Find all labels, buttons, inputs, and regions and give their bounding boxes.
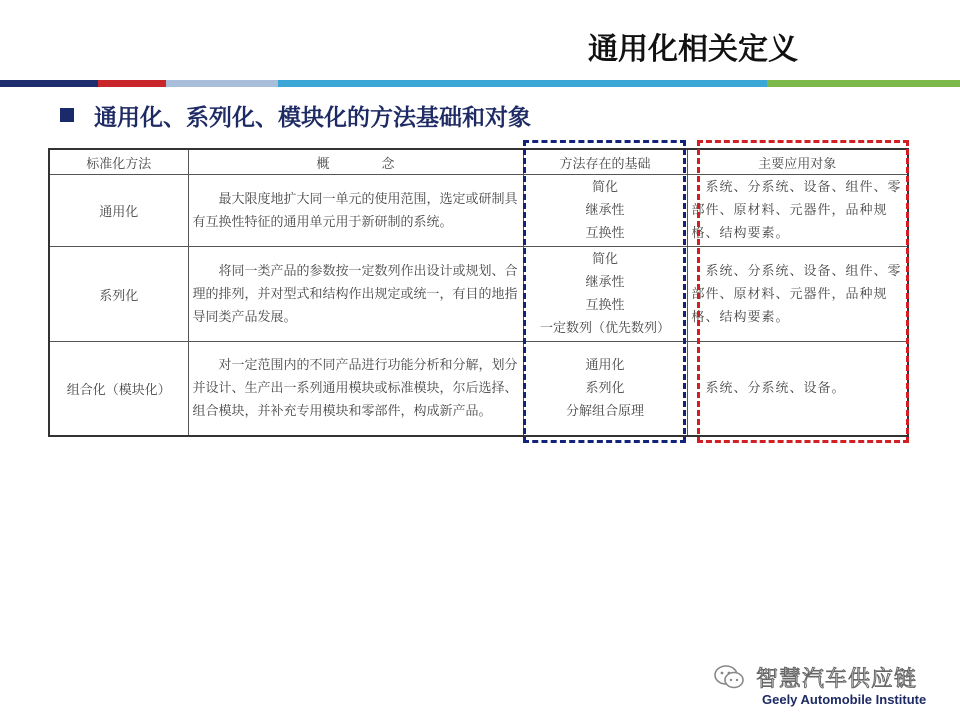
section-heading xyxy=(60,100,531,130)
cell-target: 系统、分系统、设备。 xyxy=(687,342,908,436)
basis-item: 继承性 xyxy=(585,275,625,290)
basis-item: 通用化 xyxy=(585,357,625,373)
cell-concept: 将同一类产品的参数按一定数列作出设计或规划、合理的排列，并对型式和结构作出规定或统一，有目的地指导同类产品发展。 xyxy=(188,247,523,342)
header-method: 标准化方法 xyxy=(49,149,188,175)
stripe-segment xyxy=(98,80,166,87)
cell-basis xyxy=(523,342,687,436)
table-row xyxy=(49,342,908,436)
section-subtitle: 通用化、系列化、模块化的方法基础和对象 xyxy=(94,104,531,131)
header-target: 主要应用对象 xyxy=(687,149,908,175)
cell-concept: 对一定范围内的不同产品进行功能分析和分解，划分并设计、生产出一系列通用模块或标准模块，尔后选择、组合模块，并补充专用模块和零部件，构成新产品。 xyxy=(188,342,523,436)
table-row xyxy=(49,247,908,342)
basis-item: 简化 xyxy=(591,252,618,267)
basis-item: 简化 xyxy=(591,180,618,195)
page-title: 通用化相关定义 xyxy=(588,32,798,67)
header-basis: 方法存在的基础 xyxy=(523,149,687,175)
basis-item: 分解组合原理 xyxy=(565,403,644,419)
institute-name: Geely Automobile Institute xyxy=(762,692,927,707)
stripe-segment xyxy=(767,80,960,87)
basis-item: 互换性 xyxy=(585,226,625,241)
stripe-segment xyxy=(166,80,278,87)
standardization-table xyxy=(48,148,909,437)
table-header-row xyxy=(49,149,908,175)
cell-target: 系统、分系统、设备、组件、零部件、原材料、元器件，品种规格、结构要素。 xyxy=(687,175,908,247)
cell-concept: 最大限度地扩大同一单元的使用范围，选定或研制具有互换性特征的通用单元用于新研制的系统。 xyxy=(188,175,523,247)
cell-basis xyxy=(523,247,687,342)
basis-item: 继承性 xyxy=(585,203,625,218)
watermark xyxy=(712,660,952,694)
cell-method: 组合化（模块化） xyxy=(49,342,188,436)
basis-item: 互换性 xyxy=(585,298,625,313)
cell-method: 系列化 xyxy=(49,247,188,342)
cell-target: 系统、分系统、设备、组件、零部件、原材料、元器件，品种规格、结构要素。 xyxy=(687,247,908,342)
basis-item: 一定数列（优先数列） xyxy=(539,321,670,336)
table-row xyxy=(49,175,908,247)
cell-method: 通用化 xyxy=(49,175,188,247)
stripe-segment xyxy=(0,80,98,87)
square-bullet-icon xyxy=(60,108,74,122)
cell-basis xyxy=(523,175,687,247)
basis-item: 系列化 xyxy=(585,380,625,396)
watermark-text: 智慧汽车供应链 xyxy=(756,666,918,692)
wechat-icon xyxy=(712,660,746,694)
stripe-segment xyxy=(278,80,767,87)
header-concept: 概 念 xyxy=(188,149,523,175)
